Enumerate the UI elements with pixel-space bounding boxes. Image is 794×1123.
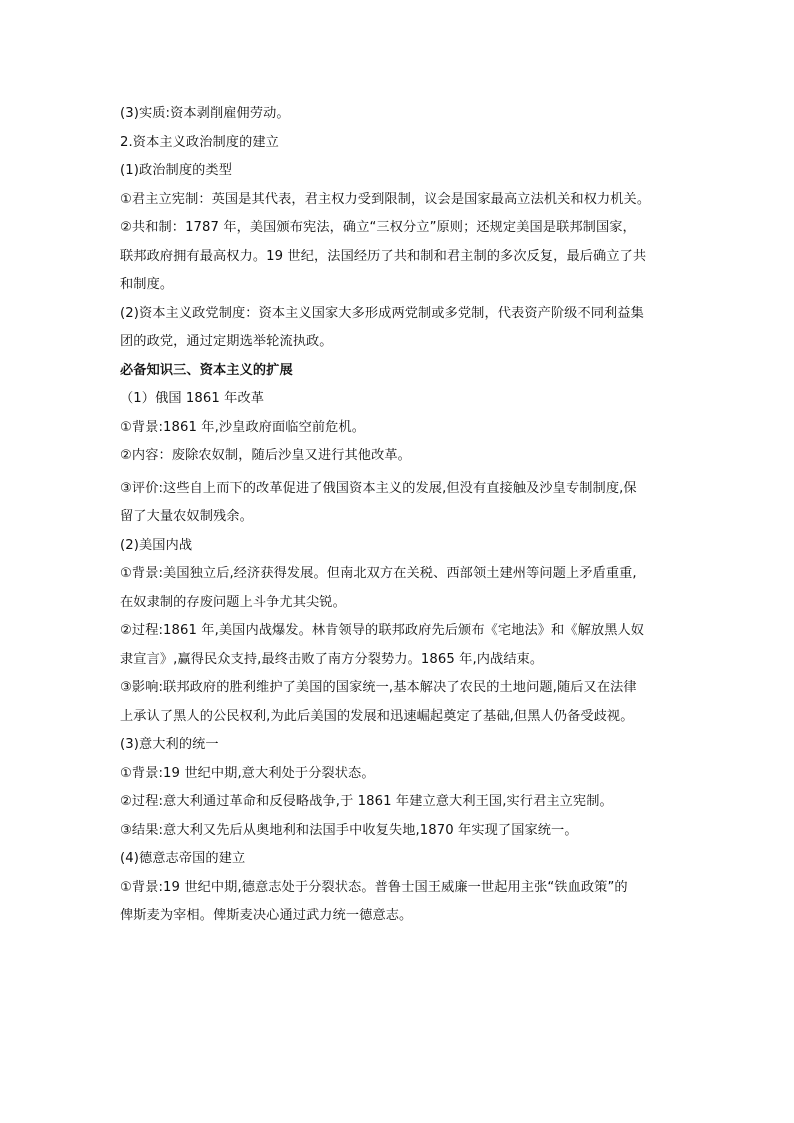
text-line: 留了大量农奴制残余。 (120, 509, 253, 524)
text-line: ②过程:1861 年,美国内战爆发。林肯领导的联邦政府先后颁布《宅地法》和《解放黑人奴 (120, 623, 645, 638)
text-line: ③评价:这些自上而下的改革促进了俄国资本主义的发展,但没有直接触及沙皇专制制度,保 (120, 480, 637, 496)
text-line: ②共和制：1787 年，美国颁布宪法，确立“三权分立”原则；还规定美国是联邦制国家， (120, 220, 636, 235)
text-line: (2)资本主义政党制度：资本主义国家大多形成两党制或多党制，代表资产阶级不同利益集 (120, 305, 644, 321)
text-line: ②内容：废除农奴制，随后沙皇又进行其他改革。 (120, 448, 411, 463)
text-line: (4)德意志帝国的建立 (120, 851, 246, 866)
text-line: ②过程:意大利通过革命和反侵略战争,于 1861 年建立意大利王国,实行君主立宪制。 (120, 794, 613, 809)
text-line: ①背景:1861 年,沙皇政府面临空前危机。 (120, 419, 366, 435)
text-line: 上承认了黑人的公民权利,为此后美国的发展和迅速崛起奠定了基础,但黑人仍备受歧视。 (120, 708, 634, 724)
text-line: 俾斯麦为宰相。俾斯麦决心通过武力统一德意志。 (120, 908, 413, 923)
text-line: 和制度。 (120, 277, 174, 292)
text-line: ①背景:美国独立后,经济获得发展。但南北双方在关税、西部领土建州等问题上矛盾重重, (120, 566, 637, 581)
text-line: ③结果:意大利又先后从奥地利和法国手中收复失地,1870 年实现了国家统一。 (120, 822, 578, 838)
text-line: 在奴隶制的存废问题上斗争尤其尖锐。 (120, 594, 346, 610)
document-page (120, 100, 675, 931)
text-line: ①背景:19 世纪中期,德意志处于分裂状态。普鲁士国王威廉一世起用主张“铁血政策”的 (120, 879, 628, 895)
text-line: (3)实质:资本剥削雇佣劳动。 (120, 106, 290, 121)
text-line: 联邦政府拥有最高权力。19 世纪，法国经历了共和制和君主制的多次反复，最后确立了共 (120, 248, 647, 264)
text-line: 团的政党，通过定期选举轮流执政。 (120, 334, 333, 349)
text-line: ③影响:联邦政府的胜利维护了美国的国家统一,基本解决了农民的土地问题,随后又在法律 (120, 680, 637, 695)
text-line: ①君主立宪制：英国是其代表，君主权力受到限制，议会是国家最高立法机关和权力机关。 (120, 191, 651, 207)
text-line: (1)政治制度的类型 (120, 163, 232, 178)
text-line: (3)意大利的统一 (120, 737, 219, 752)
text-line: 隶宣言》,赢得民众支持,最终击败了南方分裂势力。1865 年,内战结束。 (120, 651, 544, 667)
text-line: 2.资本主义政治制度的建立 (120, 134, 279, 150)
text-line: （1）俄国 1861 年改革 (120, 391, 265, 406)
text-line: ①背景:19 世纪中期,意大利处于分裂状态。 (120, 765, 375, 781)
text-line: (2)美国内战 (120, 537, 193, 553)
section-heading: 必备知识三、资本主义的扩展 (120, 362, 293, 378)
